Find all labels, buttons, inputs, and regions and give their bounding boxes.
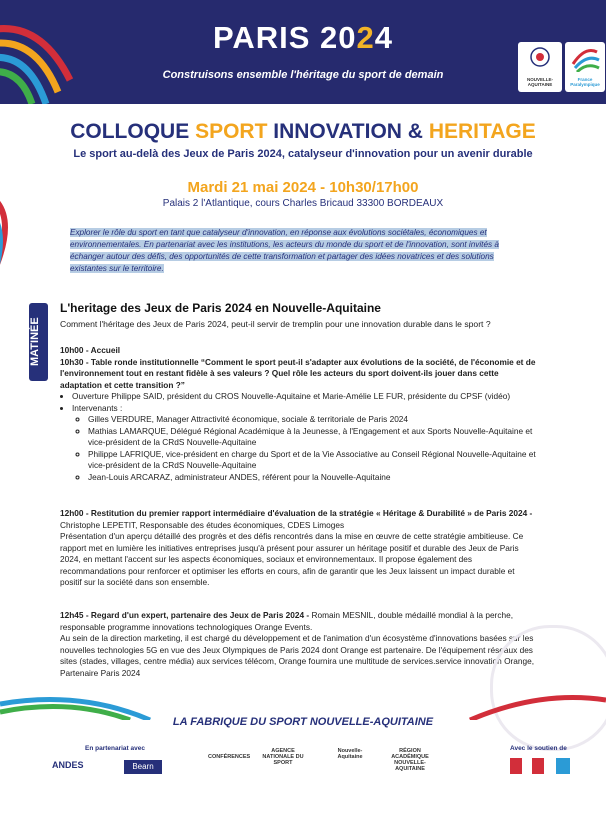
academie-logo: RÉGION ACADÉMIQUE NOUVELLE-AQUITAINE (380, 748, 440, 772)
paralympique-logo: France Paralympique (565, 42, 605, 92)
restitution-block: 12h00 - Restitution du premier rapport intermédiaire d'évaluation de la stratégie « Héritage & Durabilité » de Paris 2024 - Christophe LEPETIT, Responsable des études économiques, CDES Limoges Présentation d'un aperçu détaillé des progrès et des défis rencontrés dans la mise en œuvre de cette stratégie ambitieuse. Ce rapport met en lumière les initiatives entreprises jusqu'à présent pour assurer un héritage positif et durable des Jeux de Paris 2024, en mettant l'accent sur les aspects économiques, sociaux et environnementaux. Il propose également des recommandations pour renforcer et optimiser les efforts en cours, afin de garantir que les Jeux laissent un impact durable et positif sur la société dans son ensemble. (60, 508, 538, 589)
accueil-line: 10h00 - Accueil (60, 345, 121, 355)
intervenant-item: ◦ Mathias LAMARQUE, Délégué Régional Académique à la Jeunesse, à l'Engagement et aux Sports Nouvelle-Aquitaine et vice-président de la CRdS Nouvelle-Aquitaine (88, 426, 538, 449)
watermark-stamp (490, 625, 606, 751)
intervenant-item: ◦ Jean-Louis ARCARAZ, administrateur ANDES, référent pour la Nouvelle-Aquitaine (88, 472, 538, 484)
intervenant-item: ◦ Gilles VERDURE, Manager Attractivité économique, sociale & territoriale de Paris 2024 (88, 414, 538, 426)
fabrique-title: LA FABRIQUE DU SPORT NOUVELLE-AQUITAINE (172, 716, 434, 728)
header-subtitle: Construisons ensemble l'héritage du sport de demain (162, 69, 444, 81)
bearn-logo: Bearn (124, 760, 162, 774)
matinee-label: MATINÉE (29, 317, 41, 367)
region-logo: Nouvelle-Aquitaine (330, 748, 370, 760)
cros-logo: NOUVELLE-AQUITAINE (518, 42, 562, 92)
expert-body: Au sein de la direction marketing, il est chargé du développement et de l'animation d'un écosystème d'innovations basées sur les nouvelles technologies 5G en vue des Jeux Olympiques de Paris 2024 dont Orange est partenaire. De l'équipement réseaux des sites (stades, villages, centre média) aux services télécom, Orange fournira une multitude de services.service innovation Orange, Partenaire Paris 2024 (60, 633, 535, 678)
partenariat-label: En partenariat avec (85, 745, 145, 752)
intervenants-list (72, 414, 538, 483)
table-ronde-list (60, 391, 538, 483)
section-heading: L'heritage des Jeux de Paris 2024 en Nouvelle-Aquitaine (60, 301, 381, 315)
intervenants-item: • Intervenants : ◦ Gilles VERDURE, Manager Attractivité économique, sociale & territoriale de Paris 2024 ◦ Mathias LAMARQUE, Délégué Régional Académique à la Jeunesse, à l'Engagement et aux Sports Nouvelle-Aquitaine et vice-président de la CRdS Nouvelle-Aquitaine ◦ Philippe LAFRIQUE, vice-président en charge du Sport et de la Vie Associative au Conseil Régional Nouvelle-Aquitaine et vice-président de la CRdS Nouvelle-Aquitaine ◦ Jean-Louis ARCARAZ, administrateur ANDES, référent pour la Nouvelle-Aquitaine (72, 403, 538, 484)
event-subtitle: Le sport au-delà des Jeux de Paris 2024, catalyseur d'innovation pour un avenir durable (73, 148, 533, 160)
intro-paragraph: Explorer le rôle du sport en tant que catalyseur d'innovation, en réponse aux évolutions sociétales, économiques et environnementales. En partenariat avec les institutions, les acteurs du monde du sport et de l'innovation, sont invités à échanger autour des défis, des opportunités de cette transformation et partager des idées novatrices et des solutions existantes sur le territoire. (70, 228, 499, 273)
section-question: Comment l'héritage des Jeux de Paris 2024, peut-il servir de tremplin pour une innovation durable dans le sport ? (60, 319, 491, 329)
conferences-logo: CONFÉRENCES (208, 740, 244, 774)
restitution-body: Présentation d'un aperçu détaillé des progrès et des défis rencontrés dans la mise en œuvre de cette stratégie ambitieuse. Ce rapport met en lumière les initiatives entreprises jusqu'à présent pour assurer un héritage positif et durable des Jeux de Paris 2024, en mettant l'accent sur les aspects économiques, sociaux et environnementaux. Il propose également des recommandations pour renforcer et optimiser les efforts en cours, afin de garantir que les Jeux laissent un impact durable et positif sur la société dans son ensemble. (60, 531, 524, 587)
soutien-logo-3 (556, 758, 570, 774)
table-ronde-line: 10h30 - Table ronde institutionnelle “Comment le sport peut-il s'adapter aux évolutions de la société, de l'économie et de l'environnement tout en restant fidèle à ses valeurs ? Quel rôle les acteurs du sport doivent-ils jouer dans cette adaptation et cette transition ?” (60, 356, 536, 390)
soutien-logo-2 (532, 758, 544, 774)
soutien-label: Avec le soutien de (510, 745, 567, 752)
andes-logo: ANDES (52, 760, 84, 770)
ouverture-item: • Ouverture Philippe SAID, président du CROS Nouvelle-Aquitaine et Marie-Amélie LE FUR, présidente du CPSF (vidéo) (72, 391, 538, 403)
side-stripes-decoration (0, 150, 40, 310)
event-date: Mardi 21 mai 2024 - 10h30/17h00 (187, 179, 419, 196)
programme-block (60, 345, 538, 483)
expert-block: 12h45 - Regard d'un expert, partenaire des Jeux de Paris 2024 - Romain MESNIL, double médaillé mondial à la perche, responsable programme innovations technologiques Orange Events. Au sein de la direction marketing, il est chargé du développement et de l'animation d'un écosystème d'innovations basées sur les nouvelles technologies 5G en vue des Jeux Olympiques de Paris 2024 dont Orange est partenaire. De l'équipement réseaux des sites (stades, villages, centre média) aux services télécom, Orange fournira une multitude de services.service innovation Orange, Partenaire Paris 2024 (60, 610, 538, 679)
event-title: COLLOQUE SPORT INNOVATION & HERITAGE (70, 120, 536, 143)
event-place: Palais 2 l'Atlantique, cours Charles Bricaud 33300 BORDEAUX (162, 198, 444, 209)
ans-logo: AGENCE NATIONALE DU SPORT (258, 748, 308, 766)
soutien-logo-1 (510, 758, 522, 774)
intervenant-item: ◦ Philippe LAFRIQUE, vice-président en charge du Sport et de la Vie Associative au Conseil Régional Nouvelle-Aquitaine et vice-président de la CRdS Nouvelle-Aquitaine (88, 449, 538, 472)
page-title: PARIS 2024 (212, 20, 394, 55)
